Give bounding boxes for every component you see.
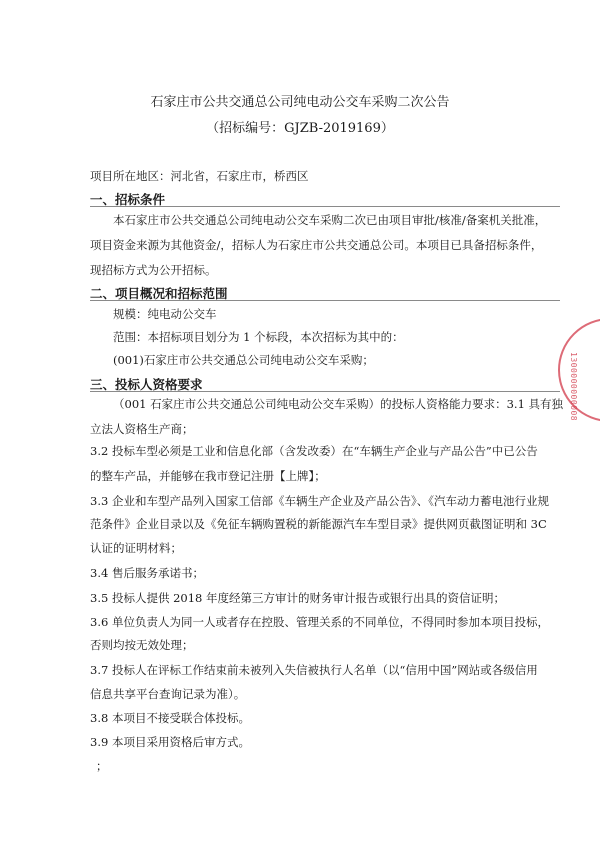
paragraph-line: 信息共享平台查询记录为准）。 bbox=[90, 687, 246, 701]
paragraph-line: 3.5 投标人提供 2018 年度经第三方审计的财务审计报告或银行出具的资信证明； bbox=[90, 591, 506, 605]
paragraph-line: 3.9 本项目采用资格后审方式。 bbox=[90, 735, 250, 749]
paragraph-line: 3.4 售后服务承诺书； bbox=[90, 566, 204, 580]
paragraph-line: 3.3 企业和车型产品列入国家工信部《车辆生产企业及产品公告》、《汽车动力蓄电池行业规 bbox=[90, 494, 549, 508]
paragraph-line: 3.6 单位负责人为同一人或者存在控股、管理关系的不同单位，不得同时参加本项目投标， bbox=[90, 615, 549, 629]
paragraph-line: 3.2 投标车型必须是工业和信息化部（含发改委）在“车辆生产企业与产品公告”中已公告 bbox=[90, 444, 538, 458]
paragraph-line: （001 石家庄市公共交通总公司纯电动公交车采购）的投标人资格能力要求：3.1 具有独 bbox=[113, 397, 564, 411]
official-seal-stamp bbox=[558, 318, 600, 422]
project-scale: 规模：纯电动公交车 bbox=[113, 307, 217, 321]
divider bbox=[90, 206, 560, 207]
paragraph-line: 3.8 本项目不接受联合体投标。 bbox=[90, 711, 250, 725]
project-location: 项目所在地区：河北省，石家庄市，桥西区 bbox=[90, 169, 309, 183]
paragraph-line: 现招标方式为公开招标。 bbox=[90, 263, 217, 277]
divider bbox=[90, 391, 560, 392]
paragraph-line: 项目资金来源为其他资金/，招标人为石家庄市公共交通总公司。本项目已具备招标条件， bbox=[90, 238, 543, 252]
project-scope: 范围：本招标项目划分为 1 个标段，本次招标为其中的： bbox=[113, 330, 404, 344]
section-heading-conditions: 一、招标条件 bbox=[90, 192, 166, 207]
paragraph-line: 认证的证明材料； bbox=[90, 541, 182, 555]
paragraph-line: 的整车产品，并能够在我市登记注册【上牌】； bbox=[90, 469, 326, 483]
paragraph-line: 本石家庄市公共交通总公司纯电动公交车采购二次已由项目审批/核准/备案机关批准， bbox=[113, 213, 547, 227]
paragraph-line: 立法人资格生产商； bbox=[90, 422, 194, 436]
document-title: 石家庄市公共交通总公司纯电动公交车采购二次公告 bbox=[150, 95, 450, 110]
divider bbox=[90, 300, 560, 301]
section-heading-overview: 二、项目概况和招标范围 bbox=[90, 286, 228, 301]
paragraph-line: 3.7 投标人在评标工作结束前未被列入失信被执行人名单（以“信用中国”网站或各级信用 bbox=[90, 663, 538, 677]
section-heading-qualifications: 三、投标人资格要求 bbox=[90, 377, 203, 392]
paragraph-line: 范条件》企业目录以及《免征车辆购置税的新能源汽车车型目录》提供网页截图证明和 3C bbox=[90, 517, 547, 531]
paragraph-line: 否则均按无效处理； bbox=[90, 638, 194, 652]
tender-number: （招标编号：GJZB-2019169） bbox=[206, 121, 394, 136]
paragraph-line: ； bbox=[96, 759, 108, 773]
project-lot: (001)石家庄市公共交通总公司纯电动公交车采购； bbox=[113, 353, 374, 367]
seal-number: 1300000000008 bbox=[569, 352, 578, 422]
